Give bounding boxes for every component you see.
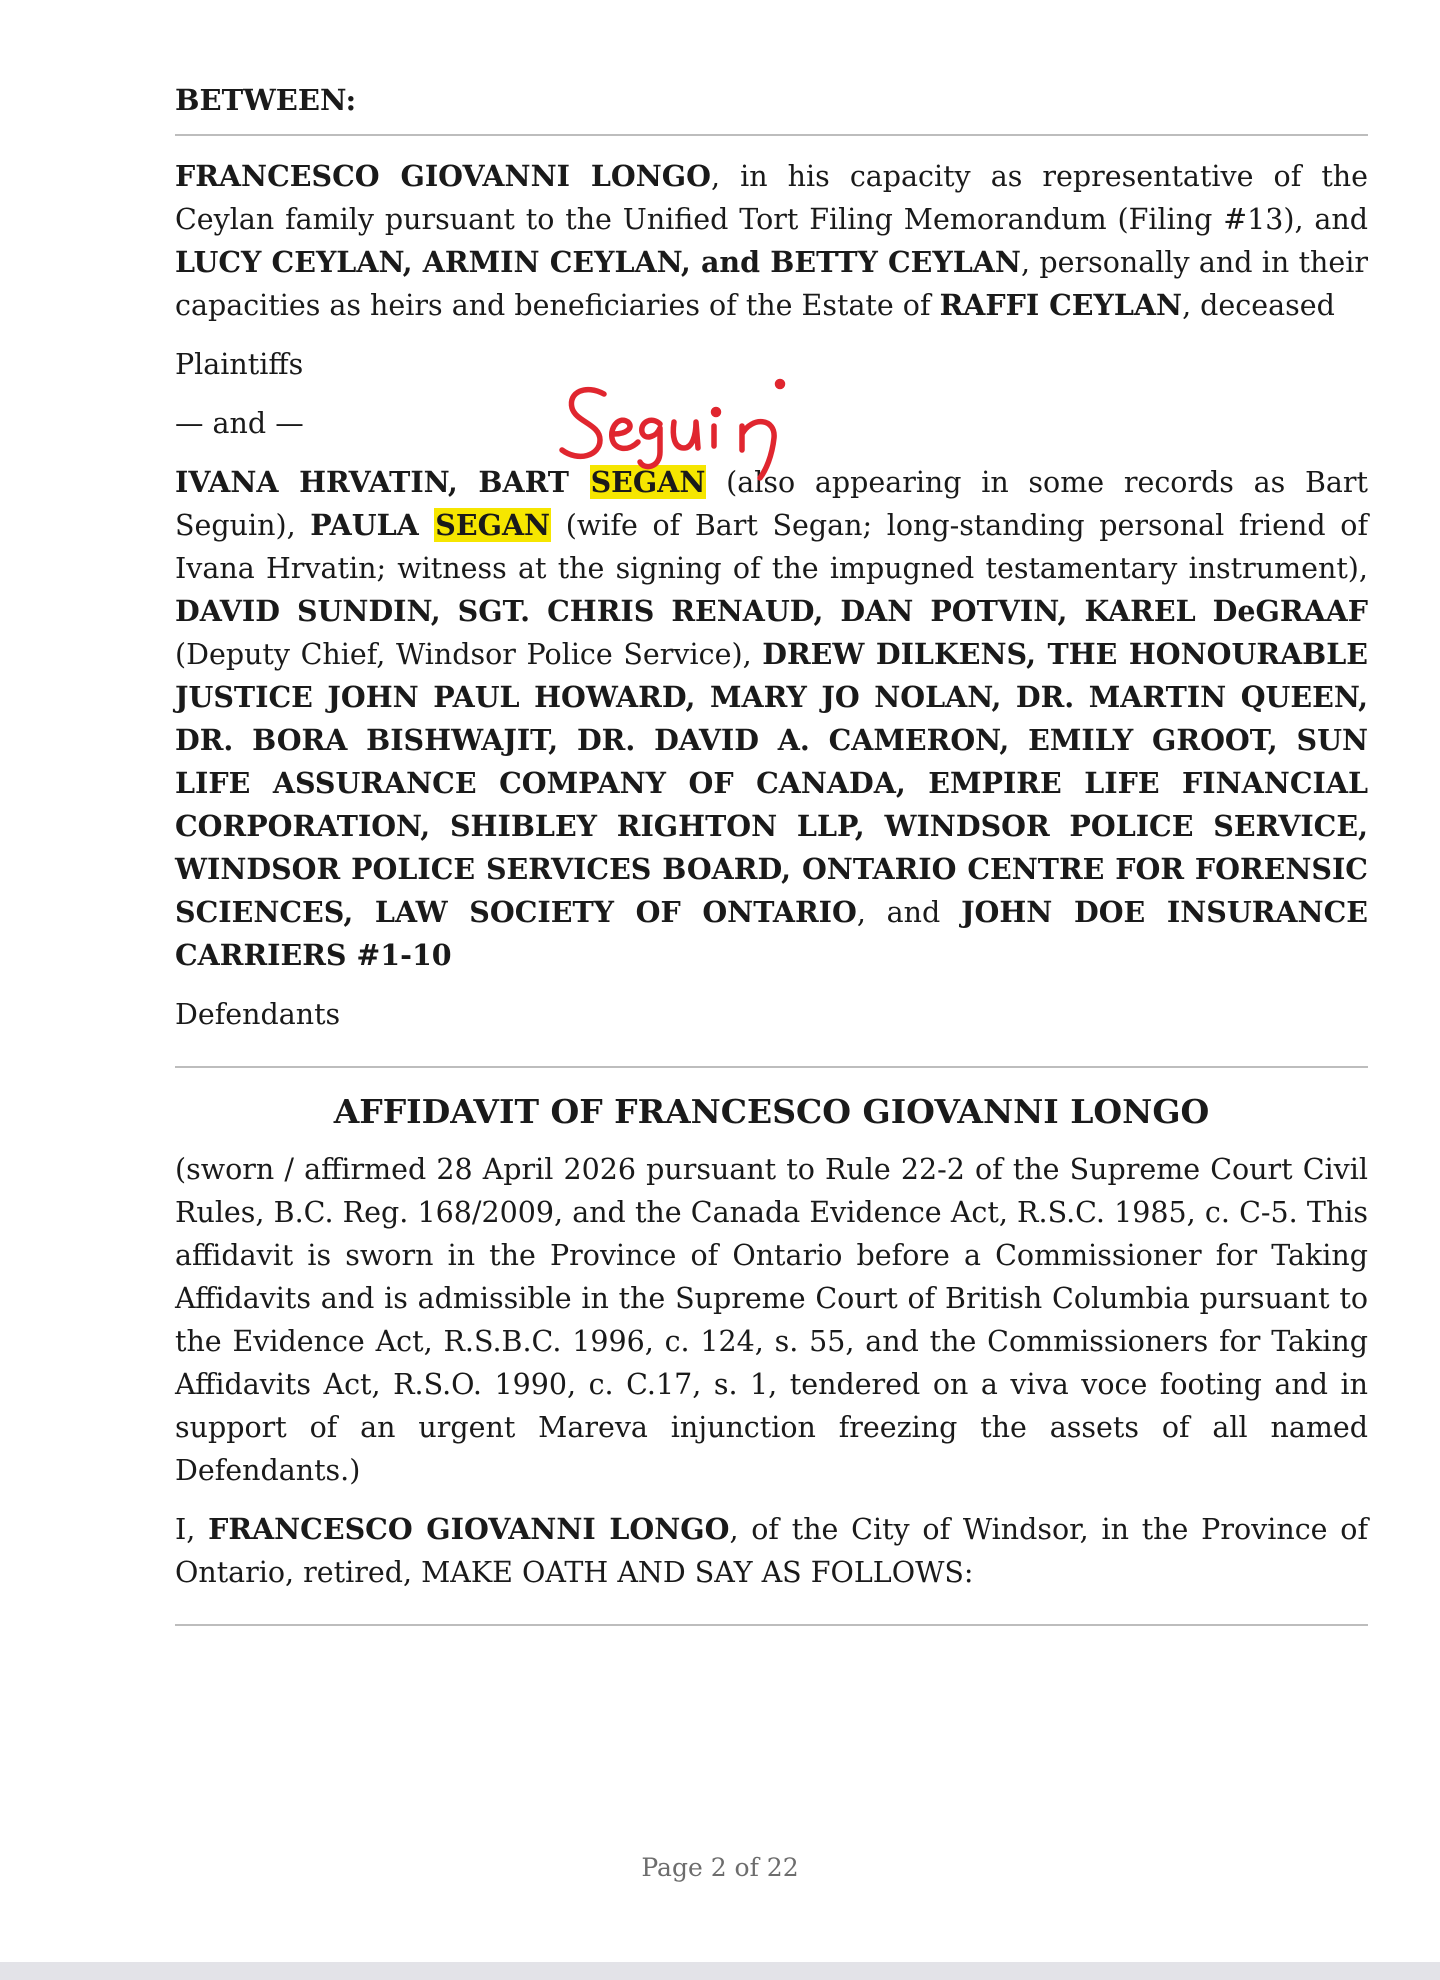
- defendants-paragraph: IVANA HRVATIN, BART SEGAN (also appearing in some records as Bart Seguin), PAULA SEGAN (wife of Bart Segan; long-standing personal friend of Ivana Hrvatin; witness at the signing of the impugned testamentary instrument), DAVID SUNDIN, SGT. CHRIS RENAUD, DAN POTVIN, KAREL DeGRAAF (Deputy Chief, Windsor Police Service), DREW DILKENS, THE HONOURABLE JUSTICE JOHN PAUL HOWARD, MARY JO NOLAN, DR. MARTIN QUEEN, DR. BORA BISHWAJIT, DR. DAVID A. CAMERON, EMILY GROOT, SUN LIFE ASSURANCE COMPANY OF CANADA, EMPIRE LIFE FINANCIAL CORPORATION, SHIBLEY RIGHTON LLP, WINDSOR POLICE SERVICE, WINDSOR POLICE SERVICES BOARD, ONTARIO CENTRE FOR FORENSIC SCIENCES, LAW SOCIETY OF ONTARIO, and JOHN DOE INSURANCE CARRIERS #1-10: [175, 465, 1368, 972]
- plaintiffs-label: Plaintiffs: [175, 348, 304, 381]
- between-heading: BETWEEN:: [175, 83, 357, 117]
- plaintiff-name: FRANCESCO GIOVANNI LONGO: [175, 159, 711, 193]
- page-number: Page 2 of 22: [641, 1853, 799, 1882]
- viewer-bottom-edge: [0, 1962, 1440, 1980]
- highlighted-surname: SEGAN: [435, 508, 551, 542]
- estate-name: RAFFI CEYLAN: [939, 288, 1183, 322]
- handwritten-annotation: [556, 378, 826, 498]
- highlighted-surname: SEGAN: [590, 465, 706, 499]
- deponent-name: FRANCESCO GIOVANNI LONGO: [208, 1512, 730, 1546]
- plaintiffs-paragraph: FRANCESCO GIOVANNI LONGO, in his capacity as representative of the Ceylan family pursuant to the Unified Tort Filing Memorandum (Filing #13), and LUCY CEYLAN, ARMIN CEYLAN, and BETTY CEYLAN, personally and in their capacities as heirs and beneficiaries of the Estate of RAFFI CEYLAN, deceased: [175, 159, 1369, 322]
- document-body: [175, 80, 1368, 1626]
- and-separator: — and —: [175, 407, 304, 440]
- defendants-label: Defendants: [175, 998, 341, 1031]
- sworn-paragraph: (sworn / affirmed 28 April 2026 pursuant to Rule 22-2 of the Supreme Court Civil Rules, B.C. Reg. 168/2009, and the Canada Evidence Act, R.S.C. 1985, c. C-5. This affidavit is sworn in the Province of Ontario before a Commissioner for Taking Affidavits and is admissible in the Supreme Court of British Columbia pursuant to the Evidence Act, R.S.B.C. 1996, c. 124, s. 55, and the Commissioners for Taking Affidavits Act, R.S.O. 1990, c. C.17, s. 1, tendered on a viva voce footing and in support of an urgent Mareva injunction freezing the assets of all named Defendants.): [175, 1153, 1368, 1487]
- oath-paragraph: I, FRANCESCO GIOVANNI LONGO, of the City of Windsor, in the Province of Ontario, retired, MAKE OATH AND SAY AS FOLLOWS:: [175, 1512, 1368, 1589]
- plaintiff-names: LUCY CEYLAN, ARMIN CEYLAN, and BETTY CEYLAN: [175, 245, 1021, 279]
- affidavit-title: AFFIDAVIT OF FRANCESCO GIOVANNI LONGO: [333, 1092, 1210, 1131]
- divider: [175, 1624, 1368, 1626]
